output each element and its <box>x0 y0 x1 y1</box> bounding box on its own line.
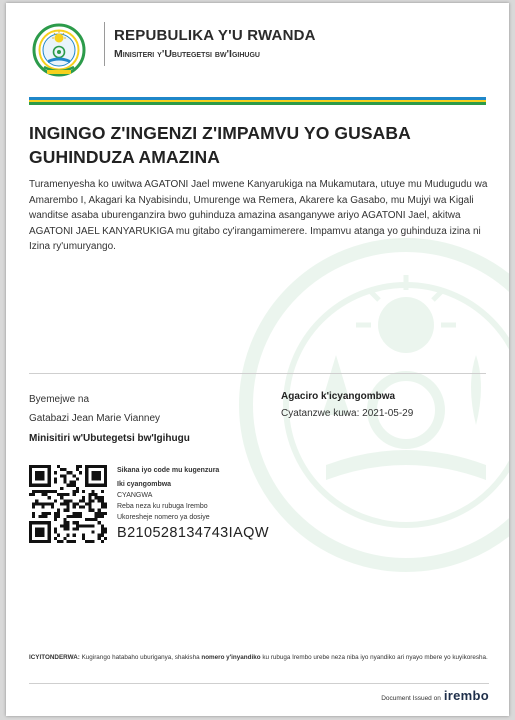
document-page <box>6 3 509 716</box>
signatory-name: Gatabazi Jean Marie Vianney <box>29 413 161 424</box>
verification-heading: Sikana iyo code mu kugenzura <box>117 467 220 474</box>
qr-code-icon <box>29 465 107 543</box>
section-divider <box>29 373 486 374</box>
verification-instruction-2: Ukoresheje nomero ya dosiye <box>117 514 210 521</box>
footnote-label: ICYITONDERWA: <box>29 654 80 661</box>
footnote-text-2: ku rubuga Irembo urebe neza niba iyo nyandiko ari nyayo mbere yo kuyikoresha. <box>262 654 488 661</box>
country-name: REPUBULIKA Y'U RWANDA <box>114 27 316 44</box>
irembo-logo: irembo <box>443 688 489 703</box>
document-body: Turamenyesha ko uwitwa AGATONI Jael mwene Kanyarukiga na Mukamutara, utuye mu Mudugudu wa Amarembo I, Akagari ka Nyabisindu, Umurenge wa Remera, Akarere ka Gasabo, mu Mujyi wa Kigali wanditse asaba uburenganzira bwo guhinduza amazina asanganywe ariyo AGATONI Jael, akitwa AGATONI JAEL KANYARUKIGA mu gitabo cy'irangamimerere. Impamvu atanga yo guhinduza izina ni Izina ry'umuryango. <box>29 179 488 252</box>
document-title: INGINGO Z'INGENZI Z'IMPAMVU YO GUSABA GUHINDUZA AMAZINA <box>29 123 411 167</box>
issued-on-label: Document Issued on <box>381 695 441 702</box>
verification-instruction-1: Reba neza ku rubuga Irembo <box>117 503 208 510</box>
footer-divider <box>29 683 489 684</box>
rwanda-seal-icon <box>32 23 86 79</box>
validity-label: Agaciro k'icyangombwa <box>281 391 396 402</box>
document-code: B210528134743IAQW <box>117 525 269 541</box>
ministry-name: Minisiteri y'Ubutegetsi bw'Igihugu <box>114 48 260 60</box>
verification-doc-type: Iki cyangombwa <box>117 481 172 488</box>
watermark-seal-icon <box>236 235 509 575</box>
issued-on <box>381 688 489 703</box>
verification-or: CYANGWA <box>117 492 153 499</box>
issue-date: Cyatanzwe kuwa: 2021-05-29 <box>281 408 414 419</box>
flag-stripe-green <box>29 102 486 105</box>
signatory-title: Minisitiri w'Ubutegetsi bw'Igihugu <box>29 433 190 444</box>
footnote-text-1: Kugirango hatabaho uburiganya, shakisha <box>81 654 200 661</box>
signature-label: Byemejwe na <box>29 394 90 405</box>
verification-block <box>117 465 269 542</box>
footnote-highlight: nomero y'inyandiko <box>201 654 261 661</box>
footnote <box>29 653 494 663</box>
header-divider <box>104 22 105 66</box>
